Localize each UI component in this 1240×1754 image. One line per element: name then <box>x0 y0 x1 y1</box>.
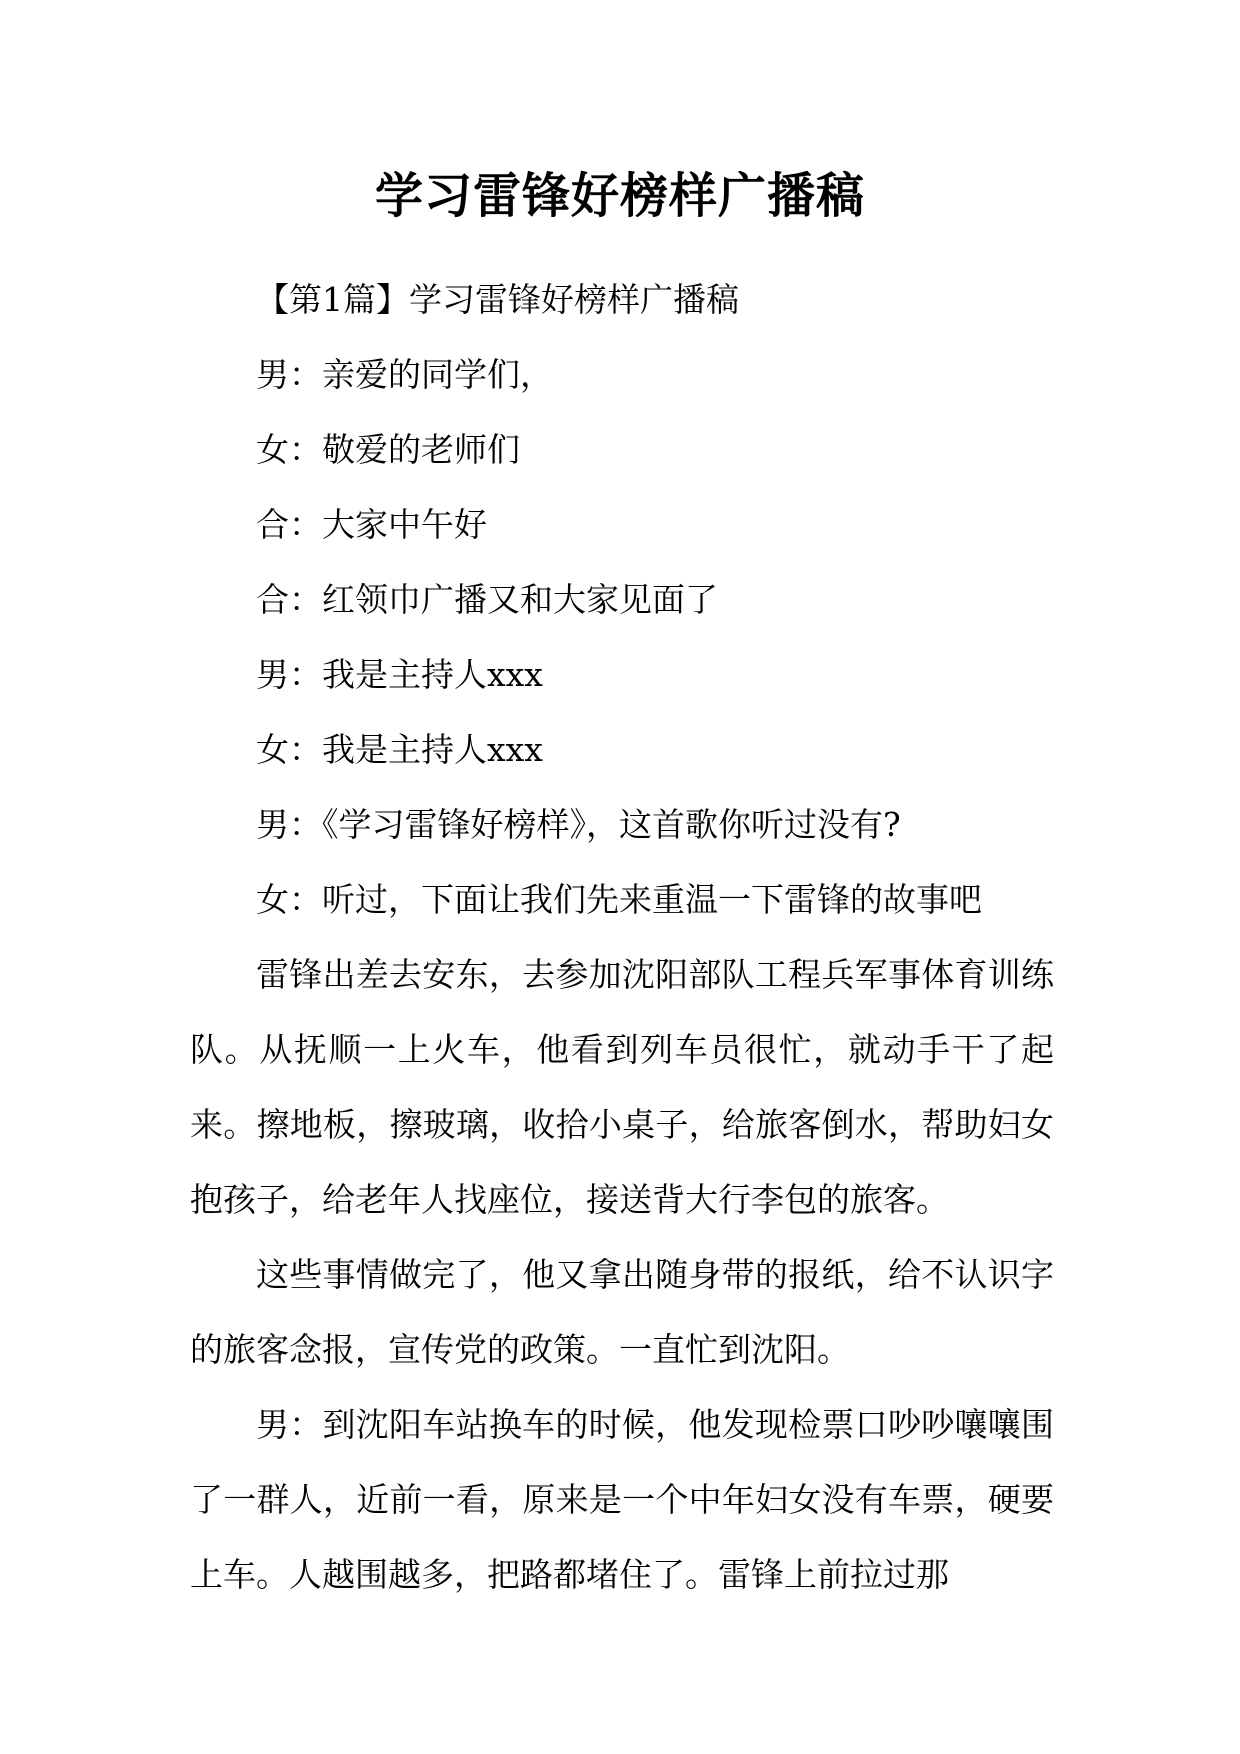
paragraph-story: 雷锋出差去安东，去参加沈阳部队工程兵军事体育训练队。从抚顺一上火车，他看到列车员很忙，就动手干了起来。擦地板，擦玻璃，收拾小桌子，给旅客倒水，帮助妇女抱孩子，给老年人找座位，接送背大行李包的旅客。 <box>190 955 1054 1219</box>
paragraph-line: 男：亲爱的同学们， <box>256 355 553 394</box>
paragraph-story: 男：到沈阳车站换车的时候，他发现检票口吵吵嚷嚷围了一群人，近前一看，原来是一个中年妇女没有车票，硬要上车。人越围越多，把路都堵住了。雷锋上前拉过那 <box>190 1405 1054 1594</box>
paragraph-heading: 【第1篇】学习雷锋好榜样广播稿 <box>256 280 739 319</box>
paragraph-line: 男：我是主持人xxx <box>256 655 543 694</box>
document-title: 学习雷锋好榜样广播稿 <box>374 168 865 224</box>
paragraph-line: 合：大家中午好 <box>256 505 487 544</box>
paragraph-line: 女：我是主持人xxx <box>256 730 543 769</box>
document-body <box>190 262 1054 1612</box>
paragraph-line: 男：《学习雷锋好榜样》，这首歌你听过没有? <box>256 805 901 844</box>
paragraph-line: 女：敬爱的老师们 <box>256 430 520 469</box>
paragraph-line: 女：听过，下面让我们先来重温一下雷锋的故事吧 <box>256 880 982 919</box>
paragraph-story: 这些事情做完了，他又拿出随身带的报纸，给不认识字的旅客念报，宣传党的政策。一直忙到沈阳。 <box>190 1255 1054 1369</box>
paragraph-line: 合：红领巾广播又和大家见面了 <box>256 580 718 619</box>
